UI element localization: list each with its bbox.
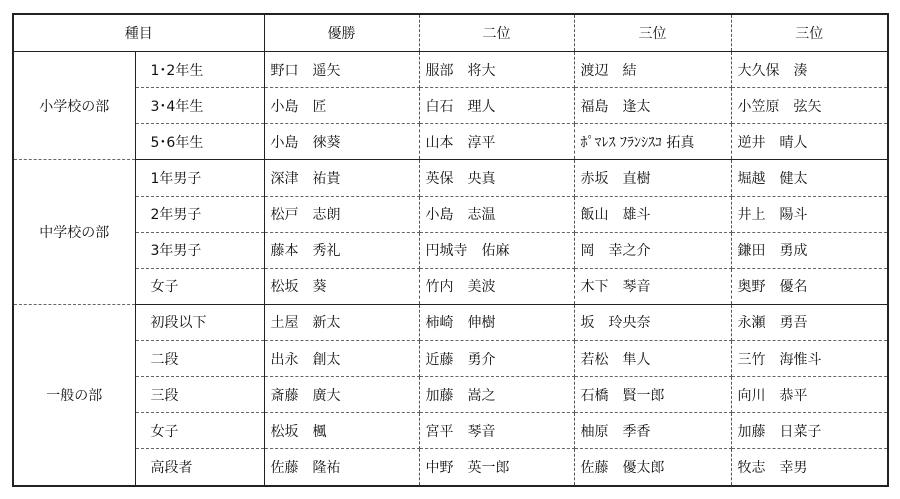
third-place-name: 加藤 日菜子 [731, 413, 888, 449]
third-place-name: 向川 恭平 [731, 377, 888, 413]
third-place-name: 石橋 賢一郎 [574, 377, 731, 413]
event-label: 女子 [135, 413, 264, 449]
header-row [13, 14, 888, 52]
winner-name: 斎藤 廣大 [264, 377, 419, 413]
table-row [13, 304, 888, 340]
event-label: 女子 [135, 268, 264, 304]
winner-name: 松坂 楓 [264, 413, 419, 449]
header-third-a: 三位 [574, 14, 731, 52]
division-label: 一般の部 [13, 304, 135, 486]
second-place-name: 山本 淳平 [419, 124, 574, 160]
third-place-name: 鎌田 勇成 [731, 232, 888, 268]
table-row [13, 377, 888, 413]
third-place-name: 渡辺 結 [574, 52, 731, 88]
division-label: 中学校の部 [13, 160, 135, 305]
third-place-name: 赤坂 直樹 [574, 160, 731, 196]
second-place-name: 小島 志温 [419, 196, 574, 232]
event-label: 二段 [135, 341, 264, 377]
third-place-name: 永瀬 勇吾 [731, 304, 888, 340]
third-place-name: 岡 幸之介 [574, 232, 731, 268]
table-row [13, 160, 888, 196]
winner-name: 藤本 秀礼 [264, 232, 419, 268]
event-label: 3･4年生 [135, 88, 264, 124]
event-label: 初段以下 [135, 304, 264, 340]
table-row [13, 52, 888, 88]
table-row [13, 124, 888, 160]
second-place-name: 近藤 勇介 [419, 341, 574, 377]
event-label: 1･2年生 [135, 52, 264, 88]
table-row [13, 88, 888, 124]
third-place-name: 三竹 海惟斗 [731, 341, 888, 377]
header-third-b: 三位 [731, 14, 888, 52]
third-place-name: 大久保 湊 [731, 52, 888, 88]
second-place-name: 柿崎 伸樹 [419, 304, 574, 340]
results-table [12, 13, 889, 487]
table-row [13, 232, 888, 268]
second-place-name: 竹内 美波 [419, 268, 574, 304]
event-label: 高段者 [135, 449, 264, 486]
event-label: 3年男子 [135, 232, 264, 268]
third-place-name: ﾎﾟﾏﾚｽ ﾌﾗﾝｼｽｺ 拓真 [574, 124, 731, 160]
third-place-name: 逆井 晴人 [731, 124, 888, 160]
third-place-name: 小笠原 弦矢 [731, 88, 888, 124]
third-place-name: 若松 隼人 [574, 341, 731, 377]
winner-name: 小島 匠 [264, 88, 419, 124]
second-place-name: 中野 英一郎 [419, 449, 574, 486]
winner-name: 小島 徠葵 [264, 124, 419, 160]
table-row [13, 268, 888, 304]
header-event: 種目 [13, 14, 264, 52]
third-place-name: 飯山 雄斗 [574, 196, 731, 232]
winner-name: 松戸 志朗 [264, 196, 419, 232]
second-place-name: 白石 理人 [419, 88, 574, 124]
third-place-name: 福島 逢太 [574, 88, 731, 124]
event-label: 5･6年生 [135, 124, 264, 160]
third-place-name: 木下 琴音 [574, 268, 731, 304]
results-body [13, 52, 888, 487]
winner-name: 松坂 葵 [264, 268, 419, 304]
table-row [13, 341, 888, 377]
winner-name: 深津 祐貴 [264, 160, 419, 196]
third-place-name: 坂 玲央奈 [574, 304, 731, 340]
event-label: 2年男子 [135, 196, 264, 232]
second-place-name: 服部 将大 [419, 52, 574, 88]
winner-name: 出永 創太 [264, 341, 419, 377]
third-place-name: 柚原 季香 [574, 413, 731, 449]
second-place-name: 円城寺 佑麻 [419, 232, 574, 268]
second-place-name: 加藤 嵩之 [419, 377, 574, 413]
division-label: 小学校の部 [13, 52, 135, 160]
winner-name: 野口 遥矢 [264, 52, 419, 88]
table-row [13, 196, 888, 232]
second-place-name: 宮平 琴音 [419, 413, 574, 449]
third-place-name: 堀越 健太 [731, 160, 888, 196]
winner-name: 土屋 新太 [264, 304, 419, 340]
table-row [13, 449, 888, 486]
third-place-name: 佐藤 優太郎 [574, 449, 731, 486]
second-place-name: 英保 央真 [419, 160, 574, 196]
event-label: 1年男子 [135, 160, 264, 196]
third-place-name: 奥野 優名 [731, 268, 888, 304]
third-place-name: 牧志 幸男 [731, 449, 888, 486]
third-place-name: 井上 陽斗 [731, 196, 888, 232]
winner-name: 佐藤 隆祐 [264, 449, 419, 486]
header-first: 優勝 [264, 14, 419, 52]
event-label: 三段 [135, 377, 264, 413]
table-row [13, 413, 888, 449]
header-second: 二位 [419, 14, 574, 52]
